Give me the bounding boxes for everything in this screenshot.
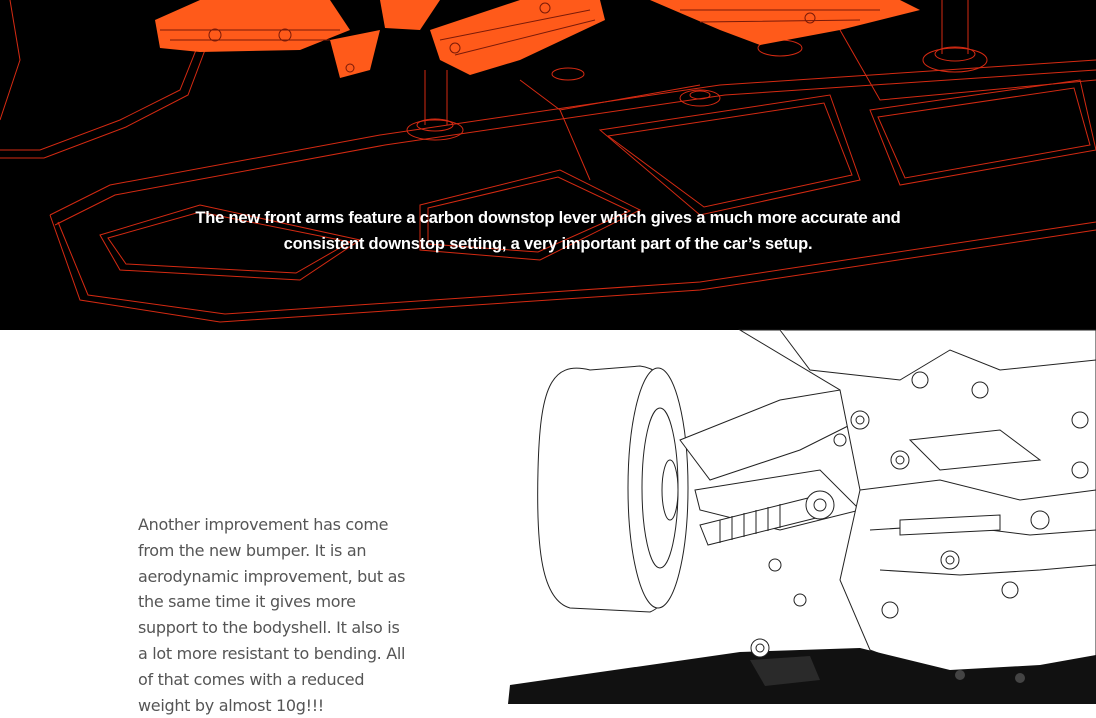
chassis-line-drawing-image <box>480 330 1096 704</box>
front-arms-wireframe-image <box>0 0 1096 330</box>
hero-caption: The new front arms feature a carbon downstop lever which gives a much more accurate and consistent downstop setting, a very important part of the car’s setup. <box>195 209 901 253</box>
hero-section <box>0 0 1096 330</box>
bumper-description: Another improvement has come from the new bumper. It is an aerodynamic improvement, but as the same time it gives more support to the bodyshell. It also is a lot more resistant to bending. All of that comes with a reduced weight by almost 10g!!! <box>138 515 406 715</box>
bumper-section <box>0 330 1096 715</box>
